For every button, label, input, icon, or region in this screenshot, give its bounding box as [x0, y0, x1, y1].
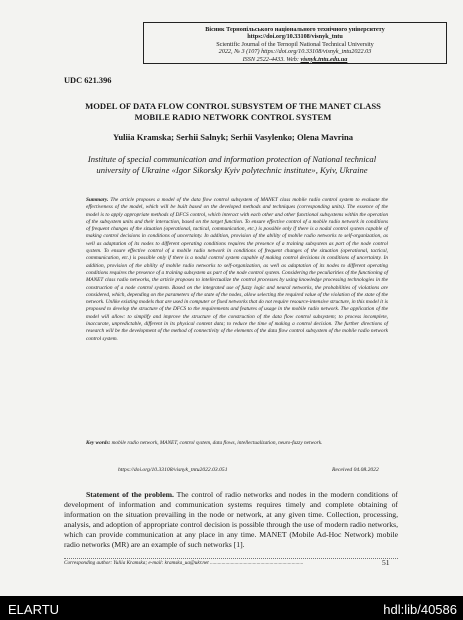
section-heading: Statement of the problem.: [86, 490, 174, 499]
keywords-text: mobile radio network, MANET, control system, data flows, intellectualization, neuro-fuzzy network.: [110, 440, 323, 446]
article-doi[interactable]: https://doi.org/10.33108/visnyk_tntu2022.03.051: [118, 467, 228, 473]
journal-doi[interactable]: https://doi.org/10.33108/visnyk_tntu: [247, 33, 343, 41]
abstract: [86, 197, 388, 343]
journal-web-link[interactable]: visnyk.tntu.edu.ua: [300, 55, 348, 63]
journal-title-ukrainian: Вісник Тернопільського національного технічного університету: [205, 26, 385, 33]
abstract-label: Summary.: [86, 197, 109, 203]
page-number: 51: [382, 558, 390, 567]
journal-issue: 2022, № 3 (107) https://doi.org/10.33108/visnyk_tntu2022.03: [218, 48, 372, 56]
footer-divider: [64, 558, 398, 559]
repository-bar: [0, 596, 463, 620]
author-affiliation: Institute of special communication and information protection of National technical university of Ukraine «Igor Sikorsky Kyiv polytechnic institute», Kyiv, Ukraine: [87, 154, 377, 176]
corresponding-author: Corresponding author: Yuliia Kramska; e-mail: kramska_ua@ukr.net ........................................................................: [64, 560, 304, 566]
keywords-label: Key words:: [86, 440, 111, 446]
abstract-text: The article proposes a model of the data flow control subsystem of MANET class mobile radio control system to evaluate the effectiveness of the model, which will be built based on the developed methods and techniques (corresponding units). The essence of the model is to apply appropriate methods of DFCS control, which interact with each other and other functional subsystems within the operation of the subsystem units and their interaction, based on the target function. To ensure effective control of a mobile radio network in conditions of frequent changes of the situation (operational, tactical, communication, etc.) is possible only if there is a nodal control system capable of making control decisions in conditions of uncertainty. In addition, provision of the ability of mobile radio networks to self-organization, as well as adaptation of its nodes to different operating conditions requires the presence of a training subsystem as part of the node control system. To ensure effective control of a mobile radio network in conditions of frequent changes of the situation (operational, tactical, communication, etc.) is possible only if there is a nodal control system capable of making control decisions in conditions of uncertainty. In addition, provision of the ability of mobile radio networks to self-organization, as well as adaptation of its nodes to different operating conditions requires the presence of a training subsystem as part of the node control system. Considering the peculiarities of the functioning of MANET class radio networks, the article proposes to intellectualize the control processes by using knowledge processing technologies in the construction of a node control system. Based on the integrated use of fuzzy logic and neural networks, the probabilities of violations are considered, which, depending on the parameters of the state of the nodes, allow selecting the required value of the violation of the state of the network. Unlike existing models that are used in computer or fixed networks that do not require resource-intensive structure, in this model it is proposed to develop the structure of the DFCS to the requirements and features of usage in the mobile radio network. The application of the model will allow: to simplify and improve the structure of the construction of the data flow control subsystem; to process incomplete, inaccurate, unpredictable, different in its physical content data; to reduce the time of making a control decision. The further directions of research will be the development of the method of connectivity of the elements of the data flow control subsystem of the mobile radio network control system.: [86, 197, 388, 342]
journal-issn-text: ISSN 2522-4433. Web:: [242, 55, 301, 63]
body-paragraph: [64, 490, 398, 549]
handle-id: hdl:lib/40586: [383, 602, 457, 617]
journal-title-english: Scientific Journal of the Ternopil National Technical University: [216, 40, 374, 48]
received-date: Received 04.08.2022: [332, 467, 379, 473]
repository-name: ELARTU: [8, 602, 60, 617]
body-paragraph-text: The control of radio networks and nodes in the modern conditions of development of information and communication systems requires timely and complete obtaining of information on the situation prevailing in the node or network, at any given time. Collection, processing, analysis, and adoption of appropriate control decision is possible through the use of modern radio networks, which can provide communication at any place in any time. MANET (Mobile Ad-Hoc Network) mobile radio networks (MR) are an example of such networks [1].: [64, 490, 398, 549]
paper-title: MODEL OF DATA FLOW CONTROL SUBSYSTEM OF THE MANET CLASS MOBILE RADIO NETWORK CONTROL SYSTEM: [85, 101, 381, 122]
journal-issn: [144, 56, 446, 63]
udc-code: UDC 621.396: [64, 76, 112, 85]
journal-header-box: [143, 22, 447, 64]
paper-authors: Yuliia Kramska; Serhii Salnyk; Serhii Vasylenko; Olena Mavrina: [112, 132, 354, 142]
keywords: [86, 440, 388, 447]
